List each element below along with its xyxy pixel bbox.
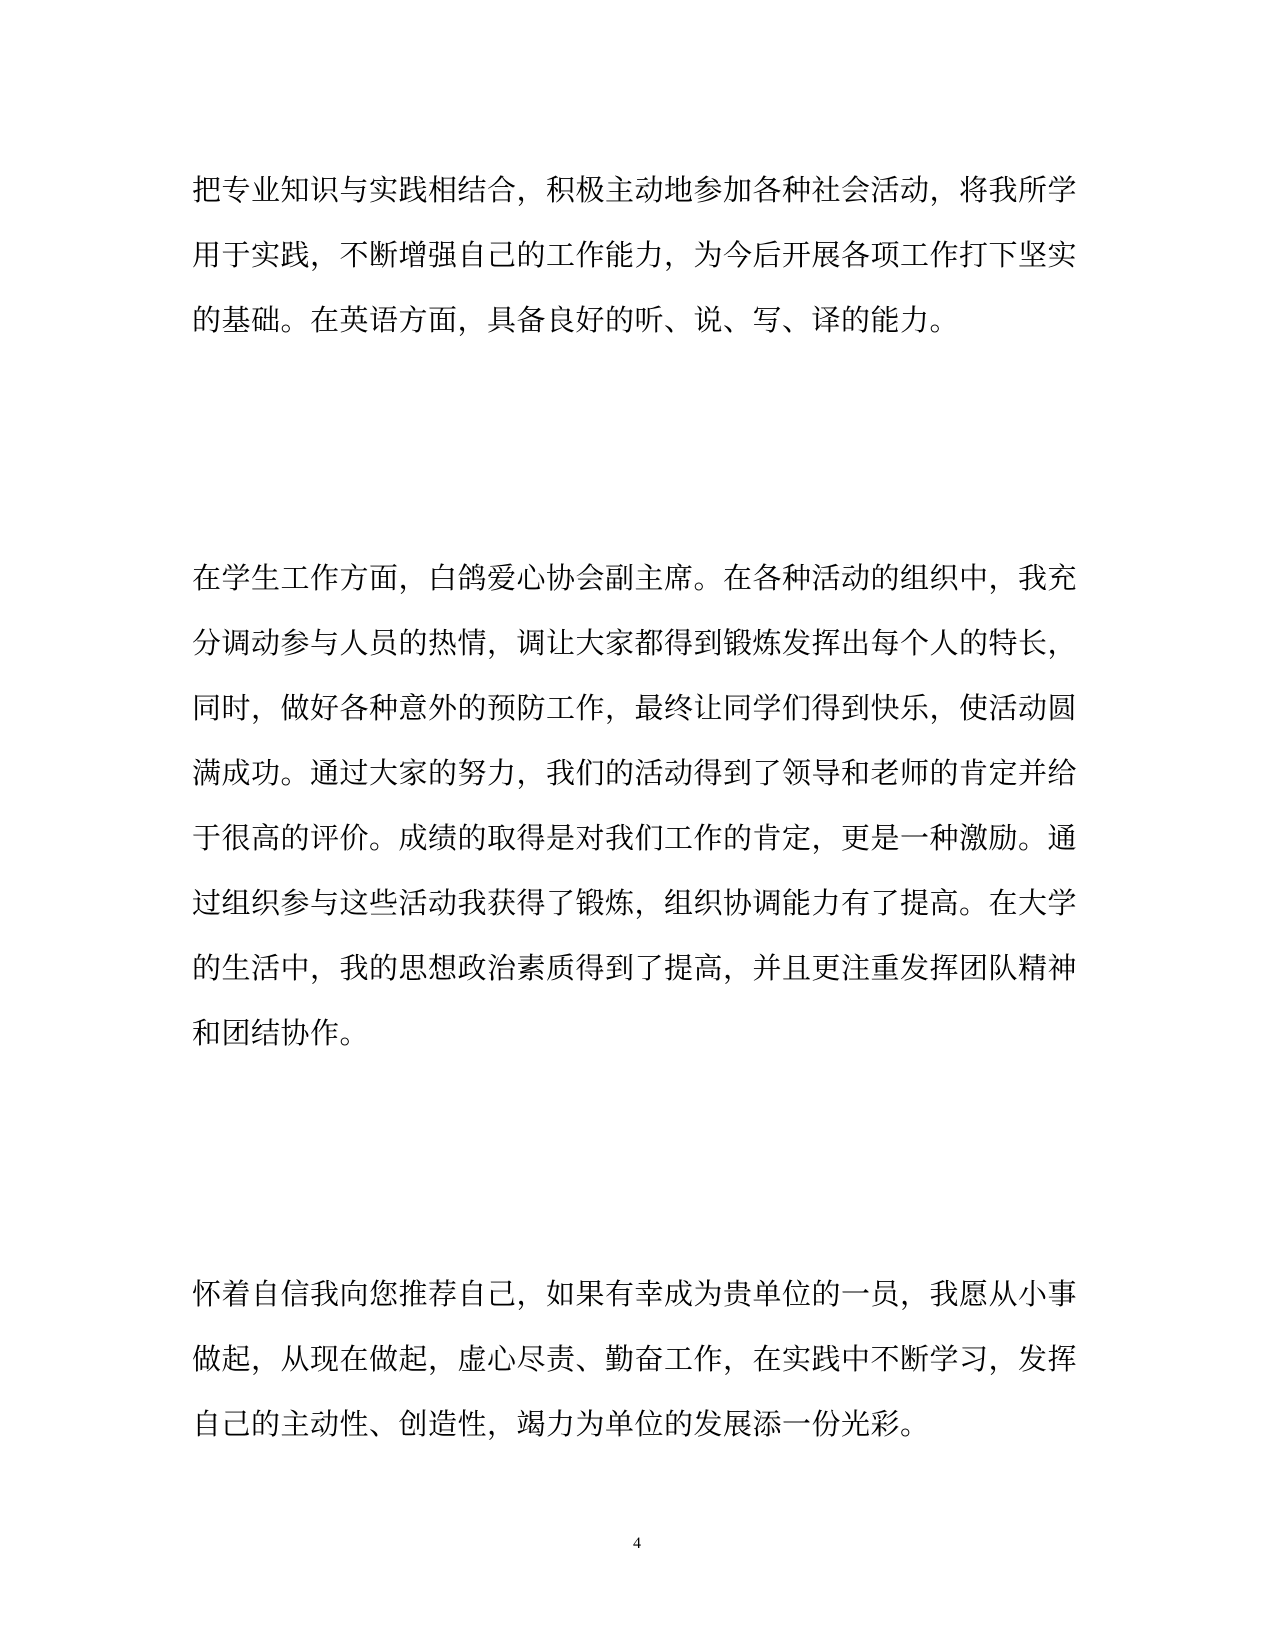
paragraph-line: 的生活中，我的思想政治素质得到了提高，并且更注重发挥团队精神 bbox=[192, 951, 1078, 985]
paragraph-practice-skills bbox=[192, 158, 1078, 353]
paragraph-line: 和团结协作。 bbox=[192, 1016, 370, 1050]
paragraph-line: 分调动参与人员的热情，调让大家都得到锻炼发挥出每个人的特长， bbox=[192, 626, 1078, 660]
paragraph-line: 过组织参与这些活动我获得了锻炼，组织协调能力有了提高。在大学 bbox=[192, 886, 1078, 920]
paragraph-closing-recommendation bbox=[192, 1262, 1078, 1457]
paragraph-student-work bbox=[192, 546, 1078, 1066]
paragraph-line: 在学生工作方面，白鸽爱心协会副主席。在各种活动的组织中，我充 bbox=[192, 561, 1078, 595]
paragraph-line: 的基础。在英语方面，具备良好的听、说、写、译的能力。 bbox=[192, 303, 960, 337]
paragraph-line: 同时，做好各种意外的预防工作，最终让同学们得到快乐，使活动圆 bbox=[192, 691, 1078, 725]
paragraph-line: 怀着自信我向您推荐自己，如果有幸成为贵单位的一员，我愿从小事 bbox=[192, 1277, 1078, 1311]
page-number: 4 bbox=[633, 1535, 641, 1552]
paragraph-line: 自己的主动性、创造性，竭力为单位的发展添一份光彩。 bbox=[192, 1407, 930, 1441]
paragraph-line: 做起，从现在做起，虚心尽责、勤奋工作，在实践中不断学习，发挥 bbox=[192, 1342, 1078, 1376]
paragraph-line: 把专业知识与实践相结合，积极主动地参加各种社会活动，将我所学 bbox=[192, 173, 1078, 207]
paragraph-line: 满成功。通过大家的努力，我们的活动得到了领导和老师的肯定并给 bbox=[192, 756, 1078, 790]
paragraph-line: 于很高的评价。成绩的取得是对我们工作的肯定，更是一种激励。通 bbox=[192, 821, 1078, 855]
paragraph-line: 用于实践，不断增强自己的工作能力，为今后开展各项工作打下坚实 bbox=[192, 238, 1078, 272]
